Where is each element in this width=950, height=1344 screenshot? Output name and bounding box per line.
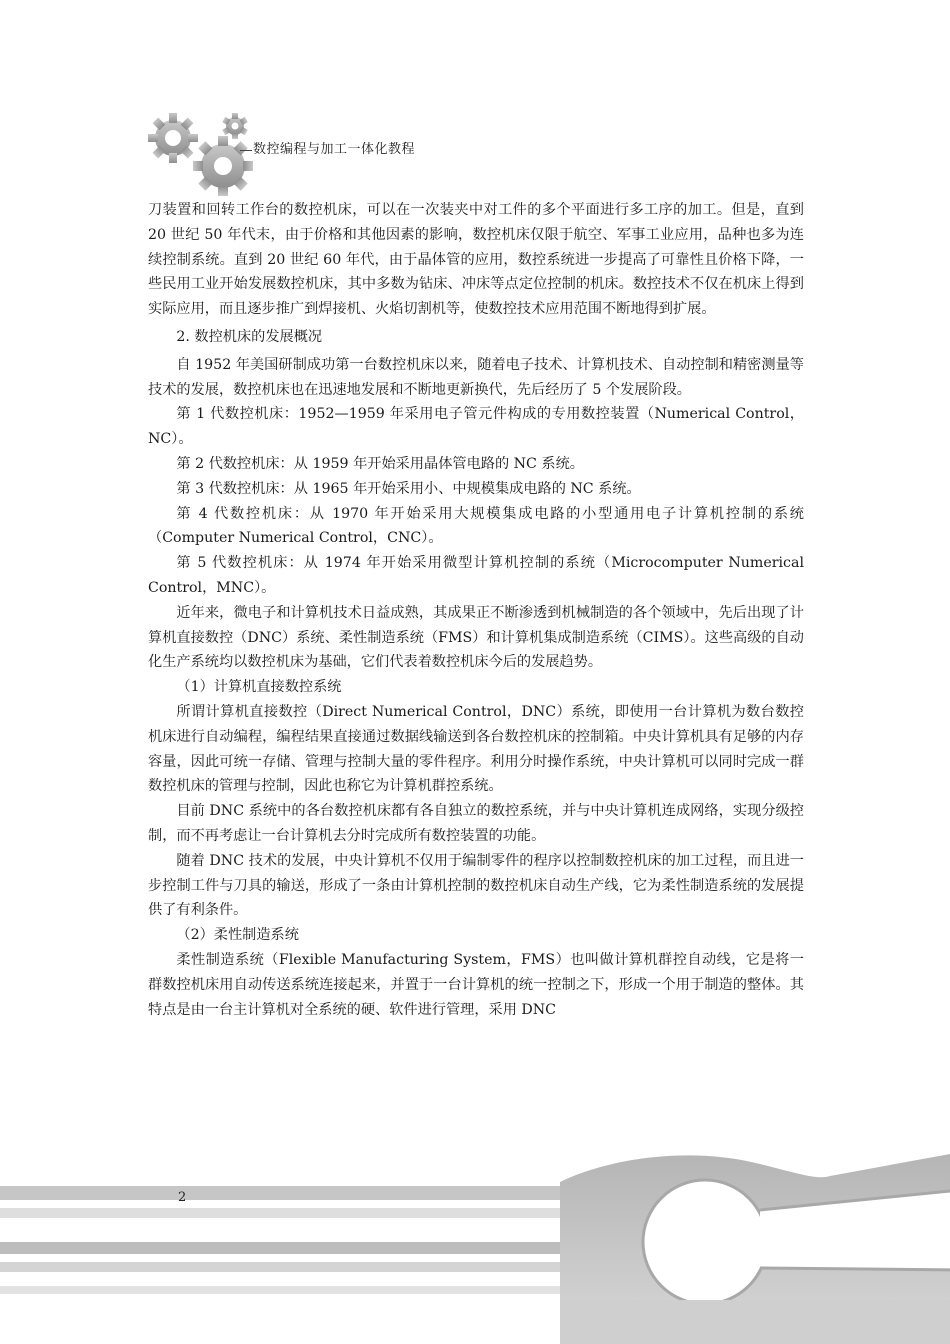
paragraph: 随着 DNC 技术的发展，中央计算机不仅用于编制零件的程序以控制数控机床的加工过程，而且进一步控制工件与刀具的输送，形成了一条由计算机控制的数控机床自动生产线，它为柔性制造系统的发展提供了有利条件。 (148, 852, 804, 919)
paragraph: 近年来，微电子和计算机技术日益成熟，其成果正不断渗透到机械制造的各个领域中，先后出现了计算机直接数控（DNC）系统、柔性制造系统（FMS）和计算机集成制造系统（CIMS）。这些高级的自动化生产系统均以数控机床为基础，它们代表着数控机床今后的发展趋势。 (148, 604, 804, 671)
paragraph: 目前 DNC 系统中的各台数控机床都有各自独立的数控系统，并与中央计算机连成网络，实现分级控制，而不再考虑让一台计算机去分时完成所有数控装置的功能。 (148, 803, 804, 844)
paragraph: 第 1 代数控机床：1952—1959 年采用电子管元件构成的专用数控装置（Numerical Control，NC）。 (148, 406, 804, 448)
section-heading: 2. 数控机床的发展概况 (176, 328, 323, 345)
subsection-heading: （1）计算机直接数控系统 (176, 679, 342, 696)
paragraph: 第 2 代数控机床：从 1959 年开始采用晶体管电路的 NC 系统。 (176, 455, 584, 472)
paragraph: 柔性制造系统（Flexible Manufacturing System，FMS）也叫做计算机群控自动线，它是将一群数控机床用自动传送系统连接起来，并置于一台计算机的统一控制之下，形成一个用于制造的整体。其特点是由一台主计算机对全系统的硬、软件进行管理，采用 DNC (148, 951, 804, 1018)
page-number: 2 (178, 1190, 187, 1205)
subsection-heading: （2）柔性制造系统 (176, 927, 299, 944)
paragraph: 第 3 代数控机床：从 1965 年开始采用小、中规模集成电路的 NC 系统。 (176, 480, 641, 497)
page-body (148, 198, 804, 1022)
footer-wrench-decoration-icon (0, 1150, 950, 1344)
paragraph: 第 4 代数控机床：从 1970 年开始采用大规模集成电路的小型通用电子计算机控制的系统（Computer Numerical Control，CNC）。 (148, 505, 804, 547)
paragraph: 所谓计算机直接数控（Direct Numerical Control，DNC）系统，即使用一台计算机为数台数控机床进行自动编程，编程结果直接通过数据线输送到各台数控机床的控制箱。中央计算机具有足够的内存容量，因此可统一存储、管理与控制大量的零件程序。利用分时操作系统，中央计算机可以同时完成一群数控机床的管理与控制，因此也称它为计算机群控系统。 (148, 703, 804, 795)
paragraph: 自 1952 年美国研制成功第一台数控机床以来，随着电子技术、计算机技术、自动控制和精密测量等技术的发展，数控机床也在迅速地发展和不断地更新换代，先后经历了 5 个发展阶段。 (148, 356, 804, 398)
header-rule (240, 150, 252, 151)
running-header-title: 数控编程与加工一体化教程 (253, 142, 416, 157)
paragraph: 第 5 代数控机床：从 1974 年开始采用微型计算机控制的系统（Microcomputer Numerical Control，MNC）。 (148, 555, 804, 596)
paragraph: 刀装置和回转工作台的数控机床，可以在一次装夹中对工件的多个平面进行多工序的加工。但是，直到 20 世纪 50 年代末，由于价格和其他因素的影响，数控机床仅限于航空、军事工业应用，品种也多为连续控制系统。直到 20 世纪 60 年代，由于晶体管的应用，数控系统进一步提高了可靠性且价格下降，一些民用工业开始发展数控机床，其中多数为钻床、冲床等点定位控制的机床。数控技术不仅在机床上得到实际应用，而且逐步推广到焊接机、火焰切割机等，使数控技术应用范围不断地得到扩展。 (148, 202, 804, 318)
gears-logo-icon (145, 108, 255, 204)
